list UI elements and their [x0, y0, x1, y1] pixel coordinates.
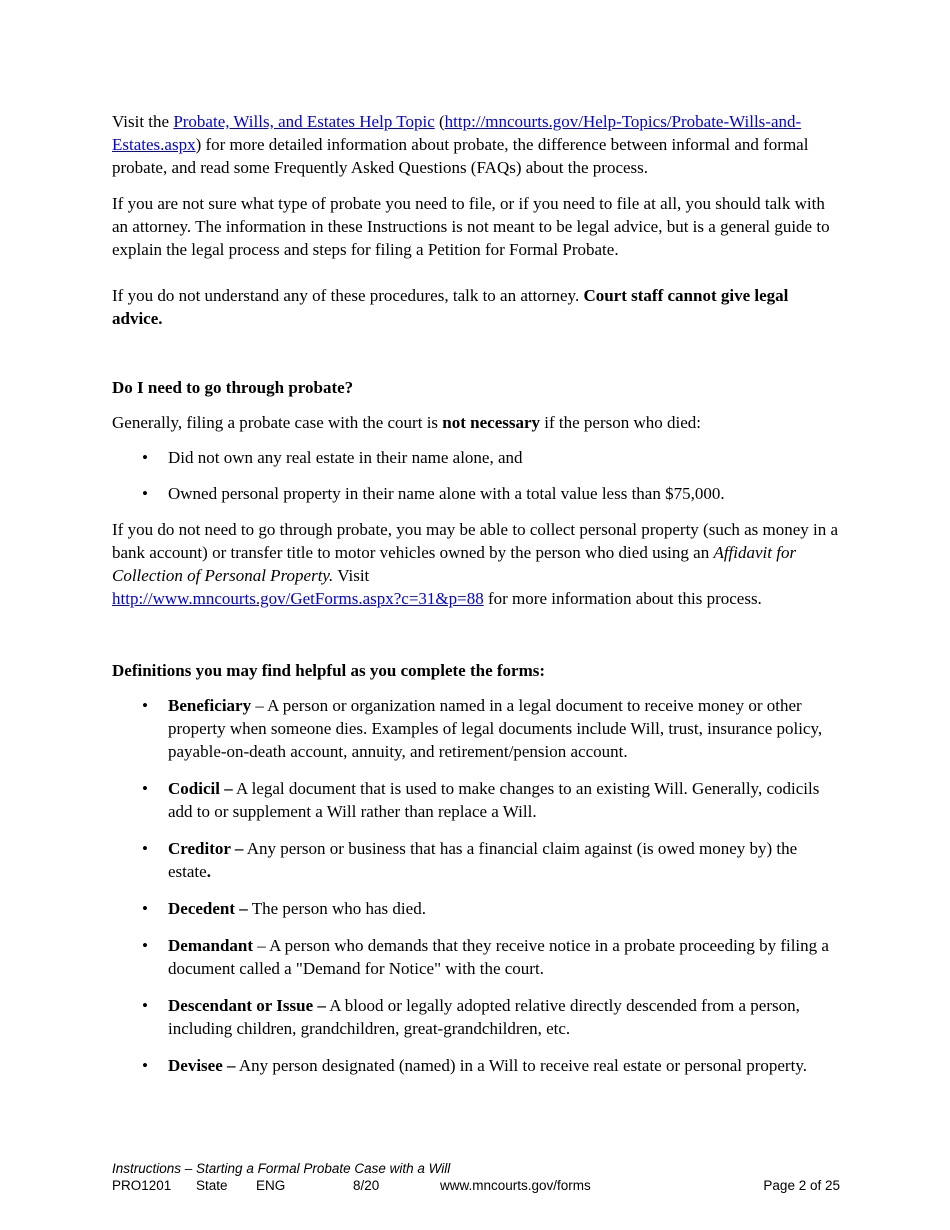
- definition-term: Demandant: [168, 936, 254, 955]
- definition-separator: –: [253, 936, 270, 955]
- court-staff-warning: Court staff cannot give legal advice.: [112, 286, 789, 328]
- definition-tail: .: [206, 862, 211, 881]
- list-item-text: Did not own any real estate in their name alone, and: [168, 448, 523, 467]
- affidavit-visit: Visit: [333, 566, 370, 585]
- affidavit-form-name: Affidavit for Collection of Personal Property.: [112, 543, 797, 585]
- footer-page-number: Page 2 of 25: [763, 1178, 840, 1193]
- definition-term: Creditor –: [168, 839, 244, 858]
- legal-advice-paragraph: [112, 284, 842, 330]
- attorney-advice-paragraph: If you are not sure what type of probate you need to file, or if you need to file at all, you should talk with an attorney. The information in these Instructions is not meant to be legal advice, but is a general guide to explain the legal process and steps for filing a Petition for Formal Probate.: [112, 194, 830, 259]
- footer-website: www.mncourts.gov/forms: [440, 1178, 591, 1193]
- bullet-icon: •: [142, 899, 148, 918]
- bullet-icon: •: [142, 696, 148, 715]
- definitions-list: [112, 694, 842, 1077]
- probate-help-url-link[interactable]: http://mncourts.gov/Help-Topics/Probate-Wills-and-Estates.aspx: [112, 112, 802, 154]
- probate-intro-text: Generally, filing a probate case with the court is: [112, 413, 443, 432]
- definition-text: A person or organization named in a legal document to receive money or other property when someone dies. Examples of legal documents include Will, trust, insurance policy, payable-on-death account, annuity, and retirement/pension account.: [168, 696, 823, 761]
- list-item: [112, 446, 842, 469]
- bullet-icon: •: [142, 996, 148, 1015]
- footer-document-title: Instructions – Starting a Formal Probate Case with a Will: [112, 1161, 451, 1176]
- definition-item: [112, 1054, 842, 1077]
- bullet-icon: •: [142, 484, 148, 503]
- footer-date: 8/20: [353, 1178, 380, 1193]
- footer-info-row: [112, 1177, 840, 1194]
- affidavit-paragraph: [112, 518, 842, 610]
- definition-term: Devisee –: [168, 1056, 236, 1075]
- footer-language: ENG: [256, 1178, 286, 1193]
- affidavit-text: If you do not need to go through probate, you may be able to collect personal property (such as money in a bank account) or transfer title to motor vehicles owned by the person who died using an: [112, 520, 839, 562]
- definition-term: Codicil –: [168, 779, 233, 798]
- page-content: [112, 110, 842, 1091]
- definition-text: A blood or legally adopted relative directly descended from a person, including children, grandchildren, great-grandchildren, etc.: [168, 996, 800, 1038]
- probate-not-necessary-paragraph: [112, 411, 842, 434]
- intro-visit-text: Visit the: [112, 112, 174, 131]
- bullet-icon: •: [142, 1056, 148, 1075]
- definition-item: [112, 897, 842, 920]
- intro-paragraph: [112, 110, 842, 179]
- affidavit-end-text: for more information about this process.: [483, 589, 762, 608]
- definition-term: Descendant or Issue –: [168, 996, 326, 1015]
- page-footer: [112, 1160, 840, 1194]
- definition-text: A legal document that is used to make changes to an existing Will. Generally, codicils add to or supplement a Will rather than replace a Will.: [168, 779, 820, 821]
- bullet-icon: •: [142, 936, 148, 955]
- probate-help-topic-link[interactable]: Probate, Wills, and Estates Help Topic: [173, 112, 435, 131]
- definition-separator: –: [251, 696, 268, 715]
- bullet-icon: •: [142, 779, 148, 798]
- getforms-url-link[interactable]: http://www.mncourts.gov/GetForms.aspx?c=31&p=88: [112, 589, 484, 608]
- definition-text: The person who has died.: [251, 899, 426, 918]
- list-item-text: Owned personal property in their name alone with a total value less than $75,000.: [168, 484, 725, 503]
- bullet-icon: •: [142, 839, 148, 858]
- definition-text: A person who demands that they receive notice in a probate proceeding by filing a document called a "Demand for Notice" with the court.: [168, 936, 829, 978]
- legal-advice-text: If you do not understand any of these procedures, talk to an attorney.: [112, 286, 584, 305]
- definition-text: Any person or business that has a financial claim against (is owed money by) the estate: [168, 839, 798, 881]
- definition-item: [112, 994, 842, 1040]
- definition-item: [112, 777, 842, 823]
- definitions-heading: Definitions you may find helpful as you complete the forms:: [112, 661, 546, 680]
- list-item: [112, 482, 842, 505]
- definition-item: [112, 934, 842, 980]
- bullet-icon: •: [142, 448, 148, 467]
- not-necessary-bold: not necessary: [442, 413, 541, 432]
- probate-intro-after: if the person who died:: [540, 413, 702, 432]
- footer-form-number: PRO1201: [112, 1178, 172, 1193]
- definition-text: Any person designated (named) in a Will to receive real estate or personal property.: [238, 1056, 807, 1075]
- intro-rest-text: ) for more detailed information about probate, the difference between informal and formal probate, and read some Frequently Asked Questions (FAQs) about the process.: [112, 135, 809, 177]
- definition-term: Decedent –: [168, 899, 248, 918]
- definition-item: [112, 694, 842, 763]
- intro-paren: (: [434, 112, 445, 131]
- definition-item: [112, 837, 842, 883]
- probate-conditions-list: [112, 446, 842, 505]
- definition-term: Beneficiary: [168, 696, 252, 715]
- probate-needed-heading: Do I need to go through probate?: [112, 378, 354, 397]
- footer-jurisdiction: State: [196, 1178, 228, 1193]
